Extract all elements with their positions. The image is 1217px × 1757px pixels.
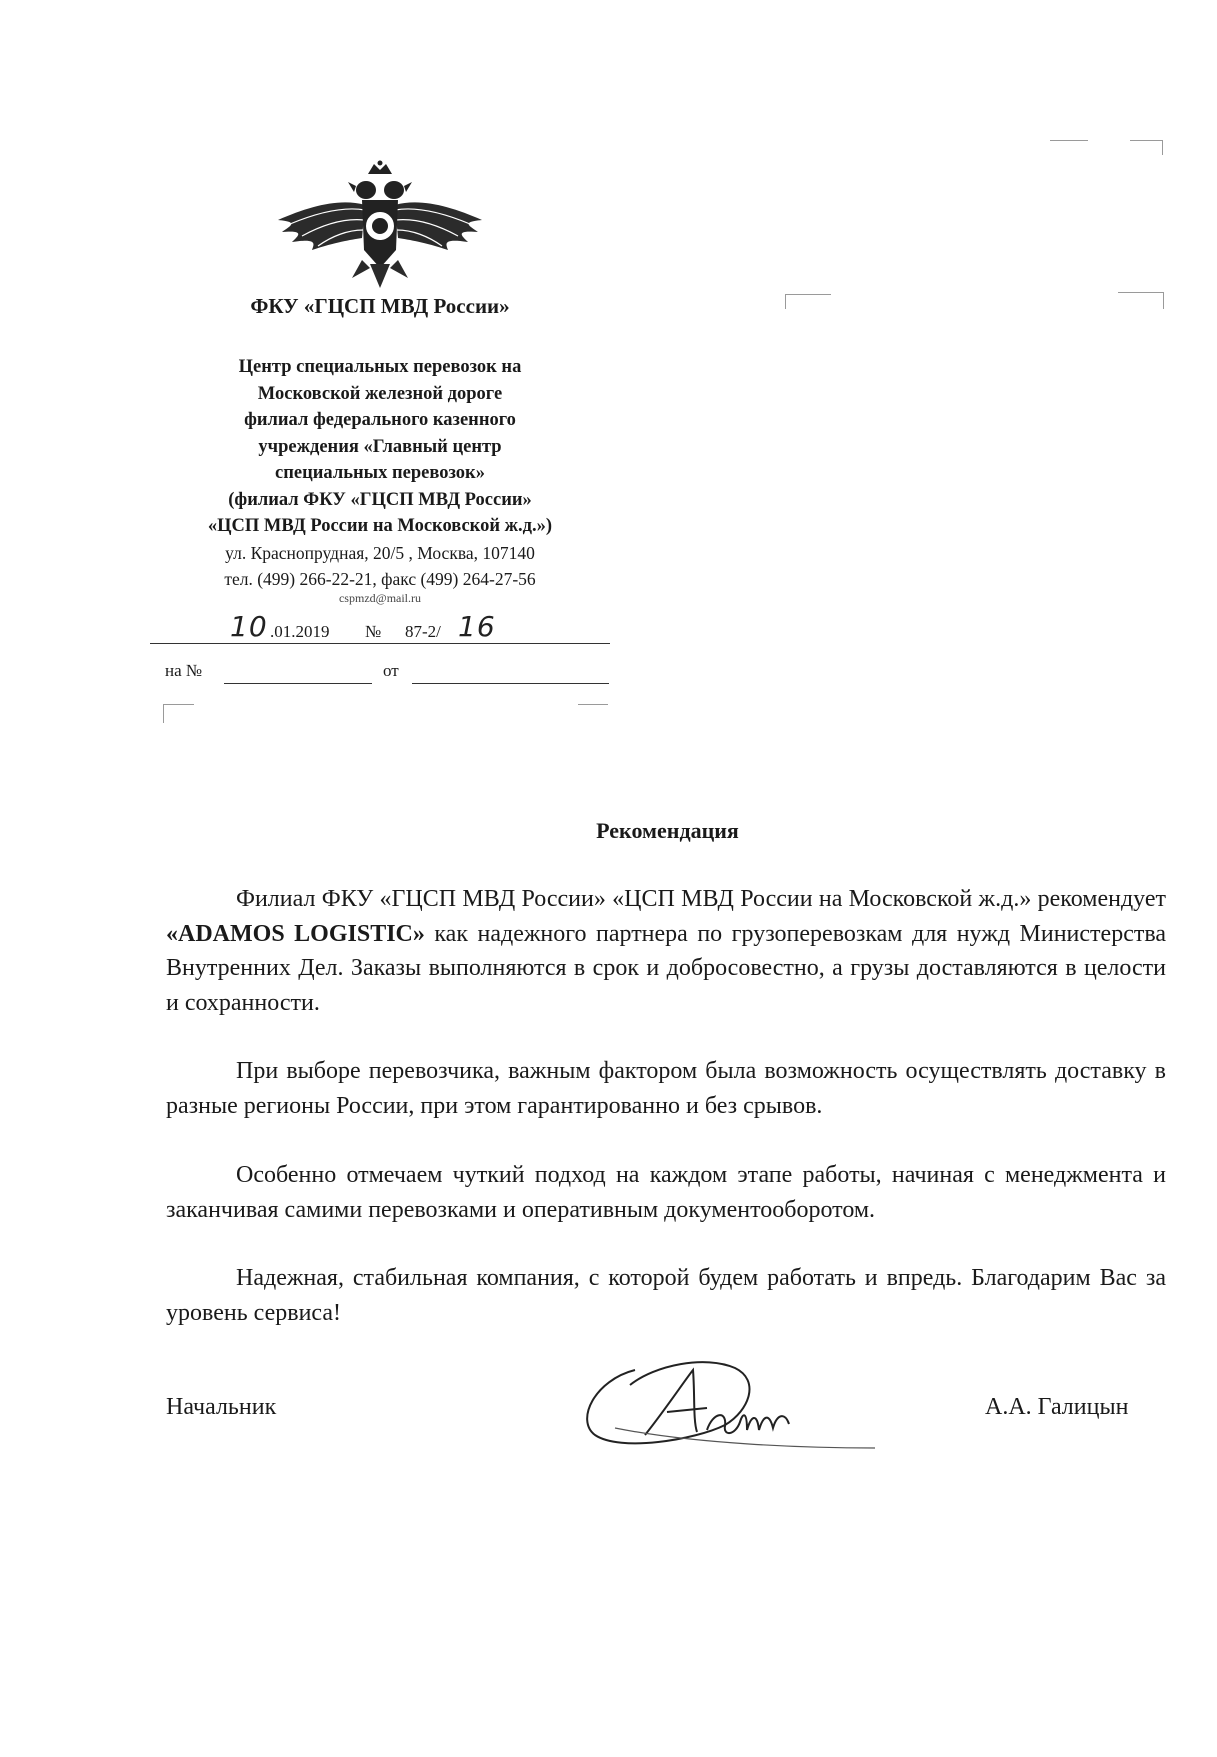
organization-contacts (150, 540, 610, 592)
org-line: «ЦСП МВД России на Московской ж.д.») (207, 516, 553, 536)
number-sign: № (365, 622, 382, 641)
from-label: от (383, 661, 399, 680)
handwritten-number: 16 (458, 610, 496, 643)
handwritten-signature-icon (575, 1340, 895, 1460)
organization-full-name (150, 354, 610, 540)
registration-underline (150, 643, 610, 644)
corner-mark (1130, 140, 1163, 155)
company-name: «ADAMOS LOGISTIC» (166, 920, 425, 947)
org-line: Московской железной дороге (257, 383, 503, 404)
number-prefix: 87-2/ (405, 622, 441, 641)
double-headed-eagle-emblem-icon (270, 160, 490, 290)
org-line: Центр специальных перевозок на (238, 357, 522, 377)
paragraph-recommendation (166, 882, 1166, 1020)
paragraph-approach: Особенно отмечаем чуткий подход на каждом этапе работы, начиная с менеджмента и заканчивая самими перевозками и оперативным документооборотом. (166, 1162, 1166, 1223)
corner-mark (1050, 140, 1088, 141)
email: cspmzd@mail.ru (338, 591, 422, 605)
date-rest: .01.2019 (270, 622, 330, 641)
signatory-role: Начальник (166, 1394, 277, 1420)
org-line: специальных перевозок» (275, 463, 485, 483)
org-line: (филиал ФКУ «ГЦСП МВД России» (228, 489, 532, 510)
paragraph-text: как надежного партнера по грузоперевозкам для нужд Министерства Внутренних Дел. Заказы выполняются в срок и добросовестно, а грузы доставляются в целости и сохранности. (166, 920, 1166, 1016)
organization-short-name: ФКУ «ГЦСП МВД России» (250, 294, 510, 318)
address: ул. Краснопрудная, 20/5 , Москва, 107140 (225, 543, 535, 563)
paragraph-regions: При выборе перевозчика, важным фактором была возможность осуществлять доставку в разные регионы России, при этом гарантированно и без срывов. (166, 1058, 1166, 1119)
registration-date-number (150, 610, 610, 644)
handwritten-day: 10 (230, 610, 268, 643)
phone-fax: тел. (499) 266-22-21, факс (499) 264-27-56 (224, 569, 536, 589)
org-line: учреждения «Главный центр (258, 436, 502, 457)
org-line: филиал федерального казенного (244, 410, 516, 430)
reference-number-field (224, 683, 372, 684)
reference-label: на № (165, 661, 203, 680)
reference-line (165, 661, 615, 685)
corner-mark (785, 294, 831, 309)
signatory-name: А.А. Галицын (985, 1394, 1129, 1420)
corner-mark (163, 704, 194, 723)
paragraph-thanks: Надежная, стабильная компания, с которой будем работать и впредь. Благодарим Вас за уровень сервиса! (166, 1265, 1166, 1326)
paragraph-text: Филиал ФКУ «ГЦСП МВД России» «ЦСП МВД России на Московской ж.д.» рекомендует (236, 886, 1166, 912)
document-title: Рекомендация (596, 818, 739, 843)
corner-mark (578, 704, 608, 705)
reference-date-field (412, 683, 609, 684)
corner-mark (1118, 292, 1164, 309)
